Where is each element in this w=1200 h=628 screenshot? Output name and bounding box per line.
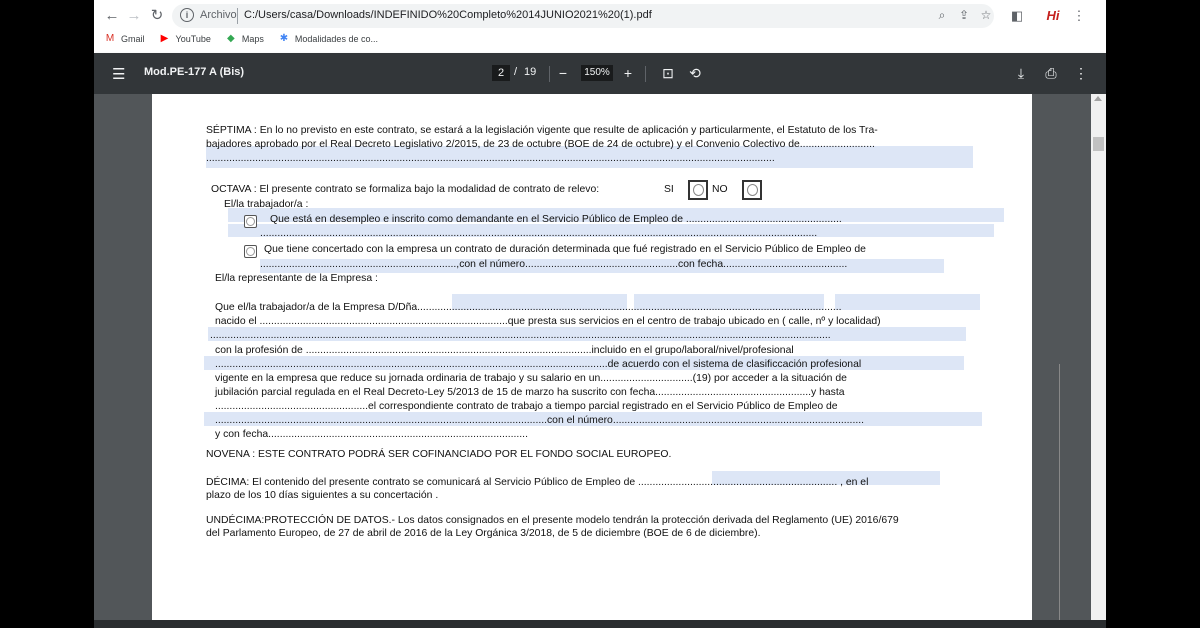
octava-si-label: SI [664, 184, 674, 195]
youtube-icon: ▶ [160, 33, 169, 44]
octava-no-checkbox[interactable] [742, 180, 762, 200]
paragraph-line-5: ........................................................................................................................................de acuerdo con el sistema de clasificcación profesional [215, 359, 862, 370]
novena-text: NOVENA : ESTE CONTRATO PODRÁ SER COFINANCIADO POR EL FONDO SOCIAL EUROPEO. [206, 449, 672, 460]
reload-icon[interactable]: ↻ [150, 7, 164, 24]
page-count: 19 [524, 66, 537, 78]
download-icon[interactable]: ⤓ [1017, 65, 1025, 81]
option1-line-2: ................................................................................................................................................................................................. [260, 228, 818, 239]
septima-line-3: ..................................................................................................................................................................................................... [206, 153, 775, 164]
octava-no-label: NO [712, 184, 728, 195]
bookmark-maps[interactable] [225, 31, 264, 47]
back-arrow-icon[interactable]: ← [104, 7, 120, 24]
decima-line-2: plazo de los 10 días siguientes a su concertación . [206, 490, 439, 501]
form-field[interactable] [835, 294, 980, 310]
septima-line-1: SÉPTIMA : En lo no previsto en este contrato, se estará a la legislación vigente que resulte de aplicación y particularmente, el Estatuto de los Tra- [206, 125, 878, 136]
print-icon[interactable]: ⎙ [1045, 65, 1057, 81]
document-title: Mod.PE-177 A (Bis) [144, 66, 245, 78]
trabajador-label: El/la trabajador/a : [224, 199, 309, 210]
paragraph-line-10: y con fecha.......................................................................................... [215, 429, 528, 440]
left-letterbox [0, 0, 94, 628]
browser-chrome [94, 0, 1106, 54]
file-scheme-label: Archivo [200, 9, 237, 21]
more-options-icon[interactable]: ⋮ [1074, 65, 1088, 81]
address-divider [237, 8, 238, 24]
octava-text: OCTAVA : El presente contrato se formaliza bajo la modalidad de contrato de relevo: [211, 184, 600, 195]
option2-line-1: Que tiene concertado con la empresa un contrato de duración determinada que fué registrado en el Servicio Público de Empleo de [264, 244, 866, 255]
bookmark-gmail[interactable] [104, 31, 145, 47]
page-separator: / [514, 66, 518, 78]
paragraph-line-8: .....................................................el correspondiente contrato de trabajo a tiempo parcial registrado en el Servicio Público de Empleo de [215, 401, 838, 412]
bookmark-modalidades[interactable] [278, 31, 378, 47]
maps-icon: ◆ [227, 33, 235, 44]
rotate-icon[interactable]: ⟲ [689, 65, 701, 81]
undecima-line-2: del Parlamento Europeo, de 27 de abril de 2016 de la Ley Orgánica 3/2018, de 5 de diciembre (BOE de 6 de diciembre). [206, 528, 761, 539]
site-info-icon[interactable]: i [180, 8, 194, 22]
paragraph-line-1: Que el/la trabajador/a de la Empresa D/Dña................................................................................................................................................... [215, 302, 842, 313]
concertado-checkbox[interactable] [244, 245, 257, 258]
option2-line-2: ....................................................................,con el número.....................................................con fecha........................................... [260, 259, 848, 270]
vertical-scrollbar[interactable] [1091, 94, 1106, 628]
scroll-up-arrow-icon[interactable] [1094, 96, 1102, 101]
scroll-thumb[interactable] [1093, 137, 1104, 151]
bookmark-youtube[interactable] [159, 31, 211, 47]
pdf-page [152, 94, 1032, 628]
zoom-level-input[interactable]: 150% [581, 65, 613, 81]
menu-dots-icon[interactable]: ⋮ [1072, 8, 1086, 23]
menu-hamburger-icon[interactable]: ☰ [112, 66, 126, 83]
paragraph-line-9: ...................................................................................................................con el número....................................................................................... [215, 415, 864, 426]
bookmark-label: Modalidades de co... [294, 34, 378, 44]
toolbar-divider [549, 66, 550, 82]
pdf-toolbar [94, 53, 1106, 94]
puzzle-icon: ✱ [279, 33, 289, 44]
bookmark-label: YouTube [175, 34, 211, 44]
bookmarks-bar [104, 31, 378, 47]
paragraph-line-2: nacido el ......................................................................................que presta sus servicios en el centro de trabajo ubicado en ( calle, nº y localidad) [215, 316, 881, 327]
octava-si-checkbox[interactable] [688, 180, 708, 200]
share-icon[interactable]: ⇪ [958, 8, 970, 22]
zoom-out-icon[interactable]: − [558, 65, 568, 81]
page-number-input[interactable]: 2 [492, 65, 510, 81]
bookmark-label: Gmail [121, 34, 145, 44]
zoom-icon[interactable]: ⌕ [938, 8, 946, 22]
url-text[interactable]: C:/Users/casa/Downloads/INDEFINIDO%20Completo%2014JUNIO2021%20(1).pdf [244, 9, 652, 21]
septima-line-2: bajadores aprobado por el Real Decreto Legislativo 2/2015, de 23 de octubre (BOE de 24 de octubre) y el Convenio Colectivo de.......................... [206, 139, 875, 150]
sidepanel-icon[interactable]: ◧ [1010, 8, 1024, 23]
bookmark-star-icon[interactable]: ☆ [980, 8, 992, 22]
bookmark-label: Maps [241, 34, 264, 44]
forward-arrow-icon[interactable]: → [126, 7, 142, 24]
paragraph-line-4: con la profesión de ...................................................................................................incluido en el grupo/laboral/nivel/profesional [215, 345, 794, 356]
representante-label: El/la representante de la Empresa : [215, 273, 378, 284]
page-border-line [1059, 364, 1060, 624]
address-bar[interactable] [172, 4, 994, 28]
toolbar-divider [645, 66, 646, 82]
taskbar-strip [94, 620, 1106, 628]
paragraph-line-7: jubilación parcial regulada en el Real Decreto-Ley 5/2013 de 15 de marzo ha suscrito con fecha......................................................y hasta [215, 387, 845, 398]
zoom-in-icon[interactable]: + [623, 65, 633, 81]
paragraph-line-3: ....................................................................................................................................................................................................................... [210, 330, 831, 341]
desempleo-checkbox[interactable] [244, 215, 257, 228]
gmail-icon: M [105, 33, 115, 44]
decima-line-1: DÉCIMA: El contenido del presente contrato se comunicará al Servicio Público de Empleo de ..................................................................... , en el [206, 477, 869, 488]
pdf-viewer [94, 94, 1106, 628]
undecima-line-1: UNDÉCIMA:PROTECCIÓN DE DATOS.- Los datos consignados en el presente modelo tendrán la protección derivada del Reglamento (UE) 2016/679 [206, 515, 899, 526]
extension-icon[interactable]: Hi [1046, 8, 1060, 23]
option1-line-1: Que está en desempleo e inscrito como demandante en el Servicio Público de Empleo de ...................................................... [270, 214, 842, 225]
fit-page-icon[interactable]: ⊡ [662, 65, 674, 81]
paragraph-line-6: vigente en la empresa que reduce su jornada ordinaria de trabajo y su salario en un................................(19) por acceder a la situación de [215, 373, 847, 384]
right-letterbox [1106, 0, 1200, 628]
